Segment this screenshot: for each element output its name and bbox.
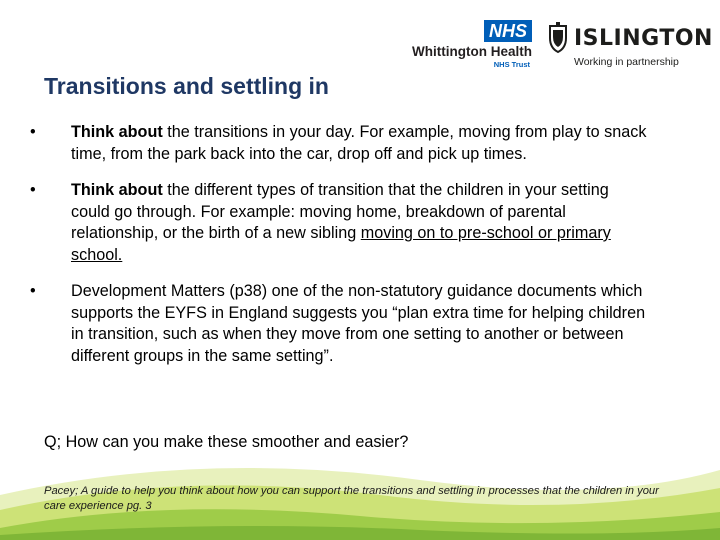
whittington-health-logo [410, 20, 532, 70]
islington-crest-icon [546, 22, 570, 54]
bullet-item [30, 180, 650, 266]
bullet-text: the transitions in your day. For example, moving from play to snack time, from the park back into the car, drop off and pick up times. [71, 123, 647, 163]
bullet-item [30, 281, 650, 367]
nhs-logo-mark: NHS [484, 20, 532, 42]
bullet-marker: • [30, 282, 36, 300]
discussion-question: Q; How can you make these smoother and easier? [44, 433, 409, 451]
nhs-trust-label: NHS Trust [493, 60, 530, 69]
islington-tagline: Working in partnership [574, 56, 679, 68]
bullet-text: the different types of transition that the children in your setting could go through. For example: moving home, breakdown of parental relationship, or the birth of a new sibling [71, 181, 609, 242]
bullet-marker: • [30, 181, 36, 199]
islington-logo [546, 20, 713, 70]
bullet-underlined-text: moving on to pre-school or primary school. [71, 224, 611, 264]
islington-name: ISLINGTON [574, 26, 713, 51]
bullet-lead: Think about [71, 123, 163, 141]
bullet-list [30, 122, 650, 367]
bullet-marker: • [30, 123, 36, 141]
slide-title: Transitions and settling in [44, 73, 329, 99]
bullet-text: Development Matters (p38) one of the non-statutory guidance documents which supports the EYFS in England suggests you “plan extra time for helping children in transition, such as when they move from one setting to another or between different groups in the same setting”. [71, 282, 646, 365]
bullet-lead: Think about [71, 181, 163, 199]
source-reference: Pacey; A guide to help you think about how you can support the transitions and settling in processes that the children in your care experience pg. 3 [44, 485, 659, 512]
bullet-item [30, 122, 650, 165]
whittington-health-name: Whittington Health [412, 44, 532, 59]
